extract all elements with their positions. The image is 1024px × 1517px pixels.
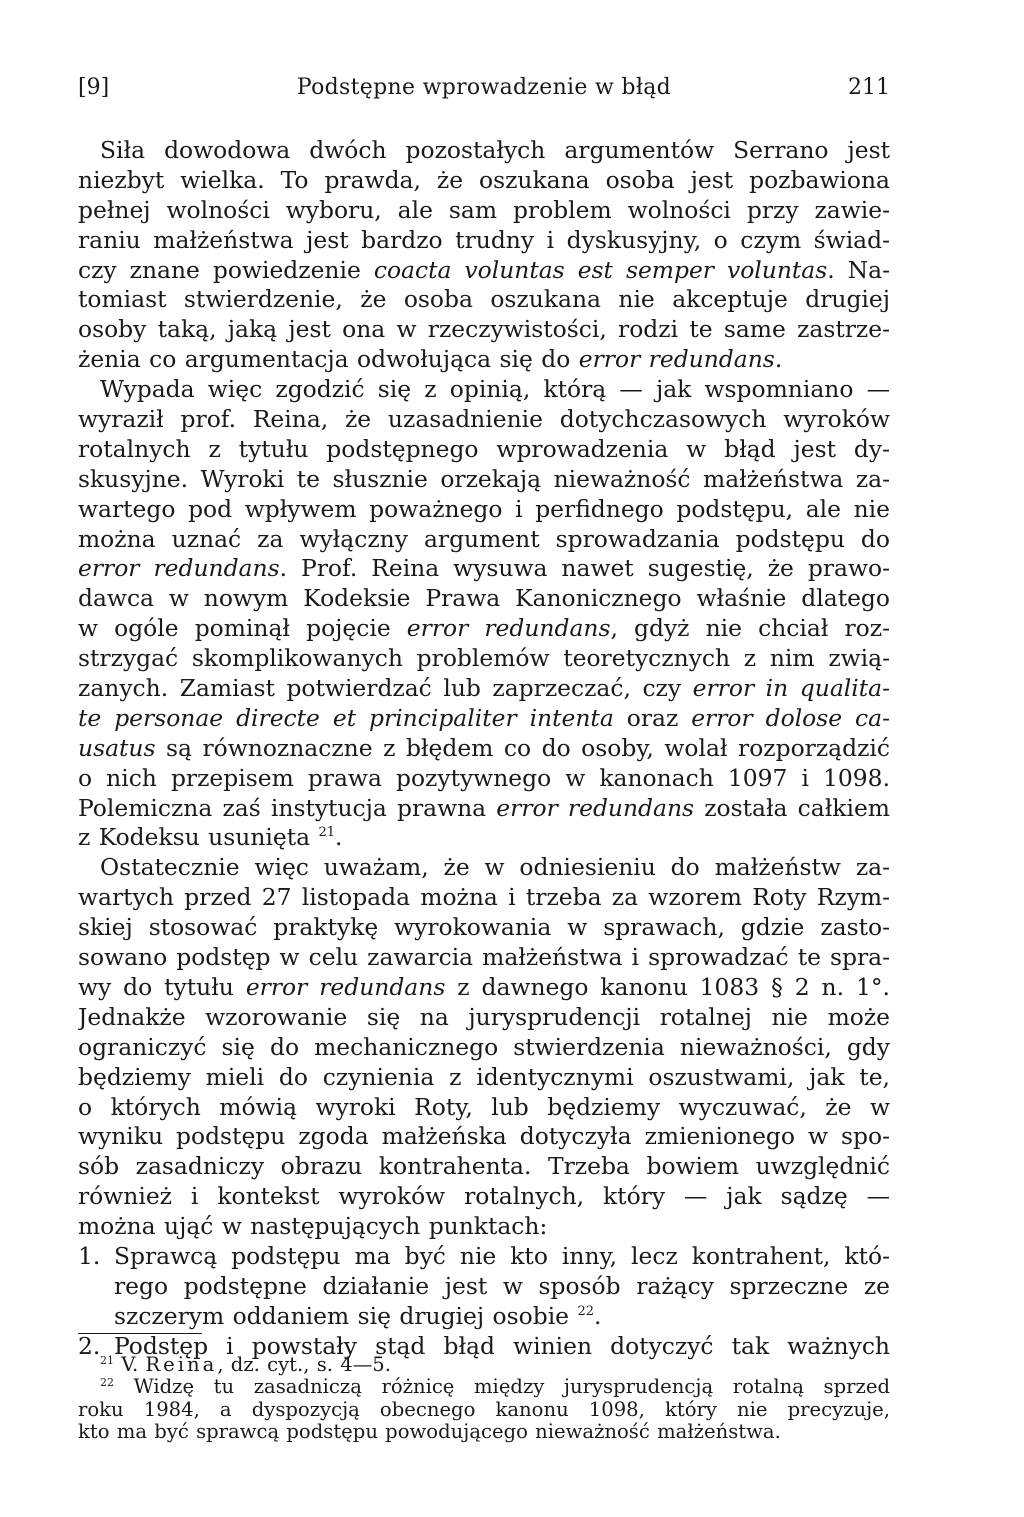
text-run: czy znane powiedzenie — [78, 255, 374, 284]
text-run: V. — [114, 1354, 146, 1376]
text-run: , dz. cyt., s. 4—5. — [217, 1354, 391, 1376]
text-run: niezbyt wielka. To prawda, że oszukana osoba jest pozbawiona — [78, 165, 890, 194]
text-run: . — [594, 1301, 602, 1330]
text-run: raniu małżeństwa jest bardzo trudny i dyskusyjny, o czym świad- — [78, 225, 890, 254]
text-run: będziemy mieli do czynienia z identycznymi oszustwami, jak te, — [78, 1062, 890, 1091]
latin-term: error redundans — [245, 972, 446, 1001]
text-run: wy do tytułu — [78, 972, 246, 1001]
text-line — [78, 1302, 890, 1332]
text-line — [78, 256, 890, 286]
footnotes — [78, 1354, 890, 1444]
section-number: [9] — [78, 75, 110, 100]
text-run: Polemiczna zaś instytucja prawna — [78, 793, 497, 822]
text-line — [78, 943, 890, 973]
text-run: o nich przepisem prawa pozytywnego w kanonach 1097 i 1098. — [78, 763, 890, 792]
text-run: wartego pod wpływem poważnego i perfidnego podstępu, ale nie — [78, 494, 890, 523]
footnote-separator — [78, 1333, 202, 1334]
text-line — [78, 495, 890, 525]
text-line — [78, 1122, 890, 1152]
text-run: osoby taką, jaką jest ona w rzeczywistości, rodzi te same zastrze- — [78, 315, 890, 344]
text-run: Podstęp i powstały stąd błąd winien dotyczyć tak ważnych — [114, 1331, 890, 1360]
text-line — [78, 1003, 890, 1033]
text-run: skiej stosować praktykę wyrokowania w sprawach, gdzie zasto- — [78, 913, 890, 942]
text-line — [78, 435, 890, 465]
text-run: z dawnego kanonu 1083 § 2 n. 1°. — [445, 972, 890, 1001]
text-run: są równoznaczne z błędem co do osoby, wolał rozporządzić — [155, 733, 890, 762]
latin-term: error redundans — [406, 614, 611, 643]
text-run: Reina — [145, 1354, 218, 1376]
text-line — [78, 973, 890, 1003]
text-line — [78, 674, 890, 704]
text-run: Widzę tu zasadniczą różnicę między jurysprudencją rotalną sprzed — [114, 1376, 890, 1399]
text-run: Wypada więc zgodzić się z opinią, którą — jak wspomniano — — [100, 375, 890, 404]
text-run: rotalnych z tytułu podstępnego wprowadzenia w błąd jest dy- — [78, 434, 890, 463]
text-line — [78, 584, 890, 614]
latin-term: usatus — [78, 733, 156, 762]
text-run: również i kontekst wyroków rotalnych, który — jak sądzę — — [78, 1182, 890, 1211]
text-run: żenia co argumentacja odwołująca się do — [78, 345, 579, 374]
text-run: wyniku podstępu zgoda małżeńska dotyczyła zmienionego w spo- — [78, 1122, 890, 1151]
text-line — [78, 1182, 890, 1212]
list-number: 1. — [78, 1241, 101, 1270]
footnote-marker: 22 — [100, 1376, 114, 1390]
list-number: 2. — [78, 1331, 101, 1360]
latin-term: te personae directe et principaliter intenta — [78, 703, 614, 732]
latin-term: error redundans — [578, 345, 775, 374]
text-line — [78, 375, 890, 405]
text-run: pełnej wolności wyboru, ale sam problem wolności przy zawie- — [78, 195, 890, 224]
text-line — [78, 823, 890, 853]
text-line — [78, 1152, 890, 1182]
text-run: Siła dowodowa dwóch pozostałych argumentów Serrano jest — [100, 136, 890, 164]
text-run: . Na- — [827, 255, 890, 284]
text-line — [78, 1033, 890, 1063]
text-run: kto ma być sprawcą podstępu powodującego nieważność małżeństwa. — [78, 1421, 781, 1444]
text-run: w ogóle pominął pojęcie — [78, 614, 407, 643]
latin-term: error in qualita- — [692, 674, 890, 703]
text-run: sowano podstęp w celu zawarcia małżeństwa i sprowadzać te spra- — [78, 943, 890, 972]
footnote-marker: 22 — [577, 1303, 594, 1319]
latin-term: error redundans — [78, 554, 280, 583]
text-line — [78, 525, 890, 555]
body-text — [78, 136, 890, 1362]
text-run: można ująć w następujących punktach: — [78, 1212, 548, 1241]
text-run: o których mówią wyroki Roty, lub będziemy wyczuwać, że w — [78, 1092, 890, 1121]
footnote-line — [78, 1399, 890, 1421]
text-line — [78, 285, 890, 315]
text-run: można uznać za wyłączny argument sprowadzania podstępu do — [78, 524, 890, 553]
footnote-line — [78, 1421, 890, 1443]
text-run: dawca w nowym Kodeksie Prawa Kanonicznego właśnie dlatego — [78, 584, 890, 613]
latin-term: error redundans — [496, 793, 695, 822]
text-line — [78, 196, 890, 226]
text-line — [78, 794, 890, 824]
text-run: . — [335, 823, 343, 852]
text-run: . Prof. Reina wysuwa nawet sugestię, że prawo- — [279, 554, 890, 583]
text-line — [78, 614, 890, 644]
text-line — [78, 405, 890, 435]
text-run: oraz — [613, 703, 692, 732]
text-run: Sprawcą podstępu ma być nie kto inny, lecz kontrahent, któ- — [114, 1241, 890, 1270]
text-line — [78, 1093, 890, 1123]
text-run: roku 1984, a dyspozycją obecnego kanonu 1098, który nie precyzuje, — [78, 1398, 890, 1421]
text-run: skusyjne. Wyroki te słusznie orzekają nieważność małżeństwa za- — [78, 464, 890, 493]
text-run: wartych przed 27 listopada można i trzeba za wzorem Roty Rzym- — [78, 883, 890, 912]
text-line — [78, 1212, 890, 1242]
text-run: ograniczyć się do mechanicznego stwierdzenia nieważności, gdy — [78, 1032, 890, 1061]
text-line — [78, 734, 890, 764]
page-number: 211 — [848, 75, 890, 100]
text-line — [78, 226, 890, 256]
text-run: z Kodeksu usunięta — [78, 823, 319, 852]
text-line — [78, 136, 890, 166]
text-line — [78, 166, 890, 196]
text-run: strzygać skomplikowanych problemów teoretycznych z nim zwią- — [78, 644, 890, 673]
text-run: tomiast stwierdzenie, że osoba oszukana nie akceptuje drugiej — [78, 285, 890, 314]
text-line — [78, 704, 890, 734]
text-run: została całkiem — [694, 793, 890, 822]
text-line — [78, 644, 890, 674]
running-header — [78, 70, 890, 106]
running-title: Podstępne wprowadzenie w błąd — [296, 75, 672, 100]
text-run: Ostatecznie więc uważam, że w odniesieniu do małżeństw za- — [100, 853, 890, 882]
text-run: zanych. Zamiast potwierdzać lub zaprzeczać, czy — [78, 674, 693, 703]
text-run: wyraził prof. Reina, że uzasadnienie dotychczasowych wyroków — [78, 405, 890, 434]
text-line — [78, 913, 890, 943]
latin-term: error dolose ca- — [691, 703, 890, 732]
text-line — [78, 853, 890, 883]
text-run: rego podstępne działanie jest w sposób rażący sprzeczne ze — [114, 1271, 890, 1300]
footnote-line — [78, 1376, 890, 1398]
text-line — [78, 345, 890, 375]
text-line — [78, 315, 890, 345]
text-line — [78, 883, 890, 913]
text-run: , gdyż nie chciał roz- — [610, 614, 890, 643]
text-line — [78, 1272, 890, 1302]
latin-term: coacta voluntas est semper voluntas — [373, 255, 828, 284]
text-run: szczerym oddaniem się drugiej osobie — [114, 1301, 578, 1330]
text-line — [78, 554, 890, 584]
footnote-marker: 21 — [318, 825, 336, 841]
text-run: Jednakże wzorowanie się na jurysprudencji rotalnej nie może — [78, 1002, 890, 1031]
footnote-line — [78, 1354, 890, 1376]
text-run: sób zasadniczy obrazu kontrahenta. Trzeba bowiem uwzględnić — [78, 1152, 890, 1181]
text-line — [78, 1242, 890, 1272]
text-line — [78, 465, 890, 495]
footnote-marker: 21 — [100, 1354, 114, 1367]
text-line — [78, 1063, 890, 1093]
text-line — [78, 764, 890, 794]
text-run: . — [774, 345, 783, 374]
